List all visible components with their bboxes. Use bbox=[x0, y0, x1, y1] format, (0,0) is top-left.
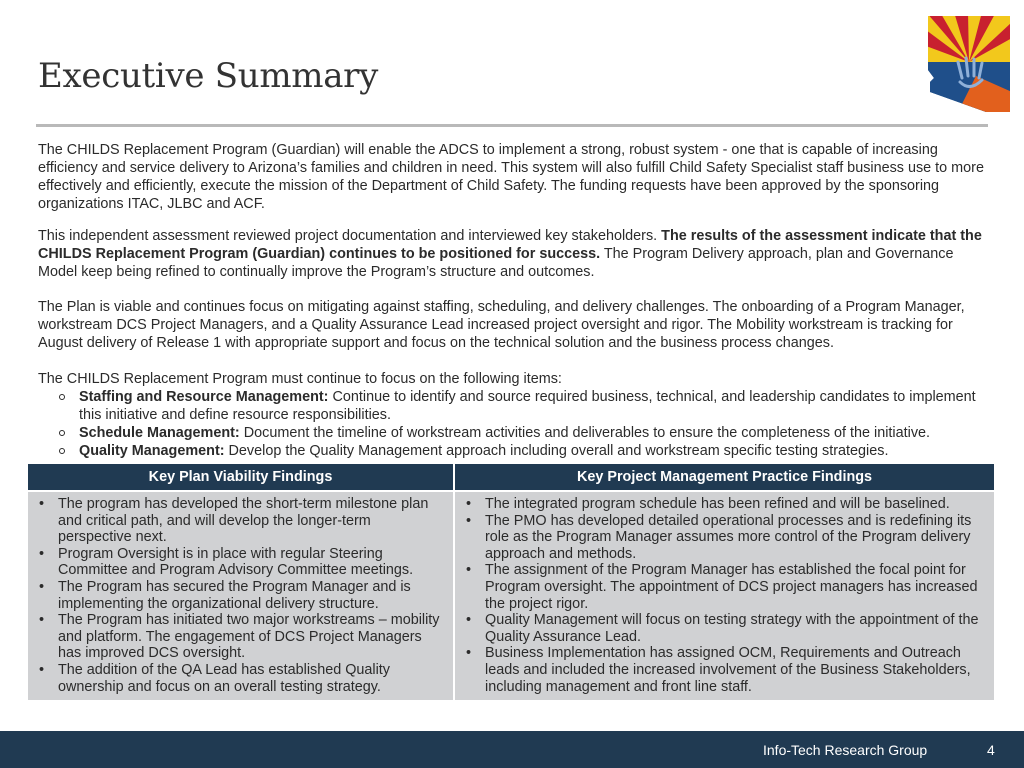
list-item-text: Business Implementation has assigned OCM, Requirements and Outreach leads and included the increased involvement of the Business Stakeholders, including management and front line staff. bbox=[485, 645, 971, 695]
findings-table bbox=[28, 464, 994, 700]
intro-paragraph: The CHILDS Replacement Program (Guardian) will enable the ADCS to implement a strong, robust system - one that is capable of increasing efficiency and service delivery to Arizona’s families and children in need. This system will also fulfill Child Safety Specialist staff business use to more effectively and efficiently, execute the mission of the Department of Child Safety. The funding requests have been approved by the sponsoring organizations ITAC, JLBC and ACF. bbox=[38, 142, 984, 212]
assessment-paragraph bbox=[38, 227, 988, 281]
list-item-text: The PMO has developed detailed operational processes and is redefining its role as the Program Manager assumes more control of the Program delivery approach and methods. bbox=[485, 512, 972, 562]
title-divider bbox=[36, 124, 988, 127]
list-item bbox=[28, 662, 453, 695]
list-item-text: The integrated program schedule has been refined and will be baselined. bbox=[485, 496, 950, 512]
assessment-text-a: This independent assessment reviewed project documentation and interviewed key stakeholders. bbox=[38, 228, 662, 244]
list-item bbox=[28, 546, 453, 579]
pm-practice-cell bbox=[455, 492, 994, 700]
focus-item bbox=[38, 442, 988, 460]
hollow-bullet-icon bbox=[59, 430, 65, 436]
bullet-icon: • bbox=[39, 496, 45, 512]
footer-org-name: Info-Tech Research Group bbox=[763, 742, 928, 758]
list-item bbox=[455, 562, 994, 612]
list-item bbox=[455, 645, 994, 695]
hollow-bullet-icon bbox=[59, 448, 65, 454]
bullet-icon: • bbox=[466, 496, 472, 512]
bullet-icon: • bbox=[466, 512, 472, 529]
hollow-bullet-icon bbox=[59, 394, 65, 400]
list-item bbox=[28, 579, 453, 612]
list-item bbox=[28, 612, 453, 662]
list-item-text: The addition of the QA Lead has established Quality ownership and focus on an overall testing strategy. bbox=[58, 661, 391, 695]
bullet-icon: • bbox=[466, 562, 472, 579]
focus-list bbox=[38, 388, 988, 460]
plan-paragraph: The Plan is viable and continues focus on mitigating against staffing, scheduling, and delivery challenges. The onboarding of a Program Manager, workstream DCS Project Managers, and a Quality Assurance Lead increased project oversight and rigor. The Mobility workstream is tracking for August delivery of Release 1 with appropriate support and focus on the technical solution and the business process changes. bbox=[38, 299, 965, 351]
list-item-text: The Program has secured the Program Manager and is implementing the organizational delivery structure. bbox=[58, 578, 411, 612]
focus-item-text: Develop the Quality Management approach including overall and workstream specific testing strategies. bbox=[224, 443, 889, 459]
list-item-text: The assignment of the Program Manager has established the focal point for Program oversight. The appointment of DCS project managers has increased the project rigor. bbox=[485, 562, 978, 612]
page-number: 4 bbox=[987, 742, 995, 758]
assessment-result-bold: The results of the assessment indicate that the CHILDS Replacement Program (Guardian) continues to be positioned for success. bbox=[38, 228, 982, 262]
plan-viability-list bbox=[28, 496, 453, 695]
focus-item-label: Schedule Management: bbox=[79, 425, 240, 441]
list-item-text: Program Oversight is in place with regular Steering Committee and Program Advisory Committee meetings. bbox=[58, 545, 414, 579]
list-item bbox=[455, 496, 994, 513]
focus-item bbox=[38, 424, 988, 442]
bullet-icon: • bbox=[39, 578, 45, 595]
assessment-text-b: The Program Delivery approach, plan and Governance Model keep being refined to continually improve the Program’s structure and outcomes. bbox=[38, 246, 954, 280]
pm-practice-list bbox=[455, 496, 994, 695]
list-item bbox=[28, 496, 453, 546]
list-item bbox=[455, 612, 994, 645]
bullet-icon: • bbox=[39, 661, 45, 678]
focus-lead: The CHILDS Replacement Program must continue to focus on the following items: bbox=[38, 371, 562, 387]
bullet-icon: • bbox=[39, 545, 45, 562]
plan-viability-cell bbox=[28, 492, 453, 700]
plan-viability-header: Key Plan Viability Findings bbox=[28, 464, 453, 490]
bullet-icon: • bbox=[466, 645, 472, 662]
focus-item-text: Document the timeline of workstream activities and deliverables to ensure the completeness of the initiative. bbox=[239, 425, 931, 441]
pm-practice-header: Key Project Management Practice Findings bbox=[455, 464, 994, 490]
focus-item-label: Staffing and Resource Management: bbox=[79, 389, 329, 405]
bullet-icon: • bbox=[466, 612, 472, 629]
list-item bbox=[455, 513, 994, 563]
focus-item bbox=[38, 388, 988, 424]
footer-bar bbox=[0, 731, 1024, 768]
arizona-dcs-logo-icon bbox=[926, 12, 1012, 114]
list-item-text: The Program has initiated two major workstreams – mobility and platform. The engagement of DCS Project Managers has improved DCS oversight. bbox=[58, 612, 440, 662]
focus-item-text: Continue to identify and source required business, technical, and leadership candidates to implement this initiative and define resource responsibilities. bbox=[79, 389, 976, 423]
bullet-icon: • bbox=[39, 612, 45, 629]
page-title: Executive Summary bbox=[38, 56, 379, 96]
list-item-text: The program has developed the short-term milestone plan and critical path, and will develop the longer-term perspective next. bbox=[58, 496, 429, 546]
focus-item-label: Quality Management: bbox=[79, 443, 225, 459]
focus-section bbox=[38, 370, 988, 460]
list-item-text: Quality Management will focus on testing strategy with the appointment of the Quality Assurance Lead. bbox=[485, 612, 979, 645]
